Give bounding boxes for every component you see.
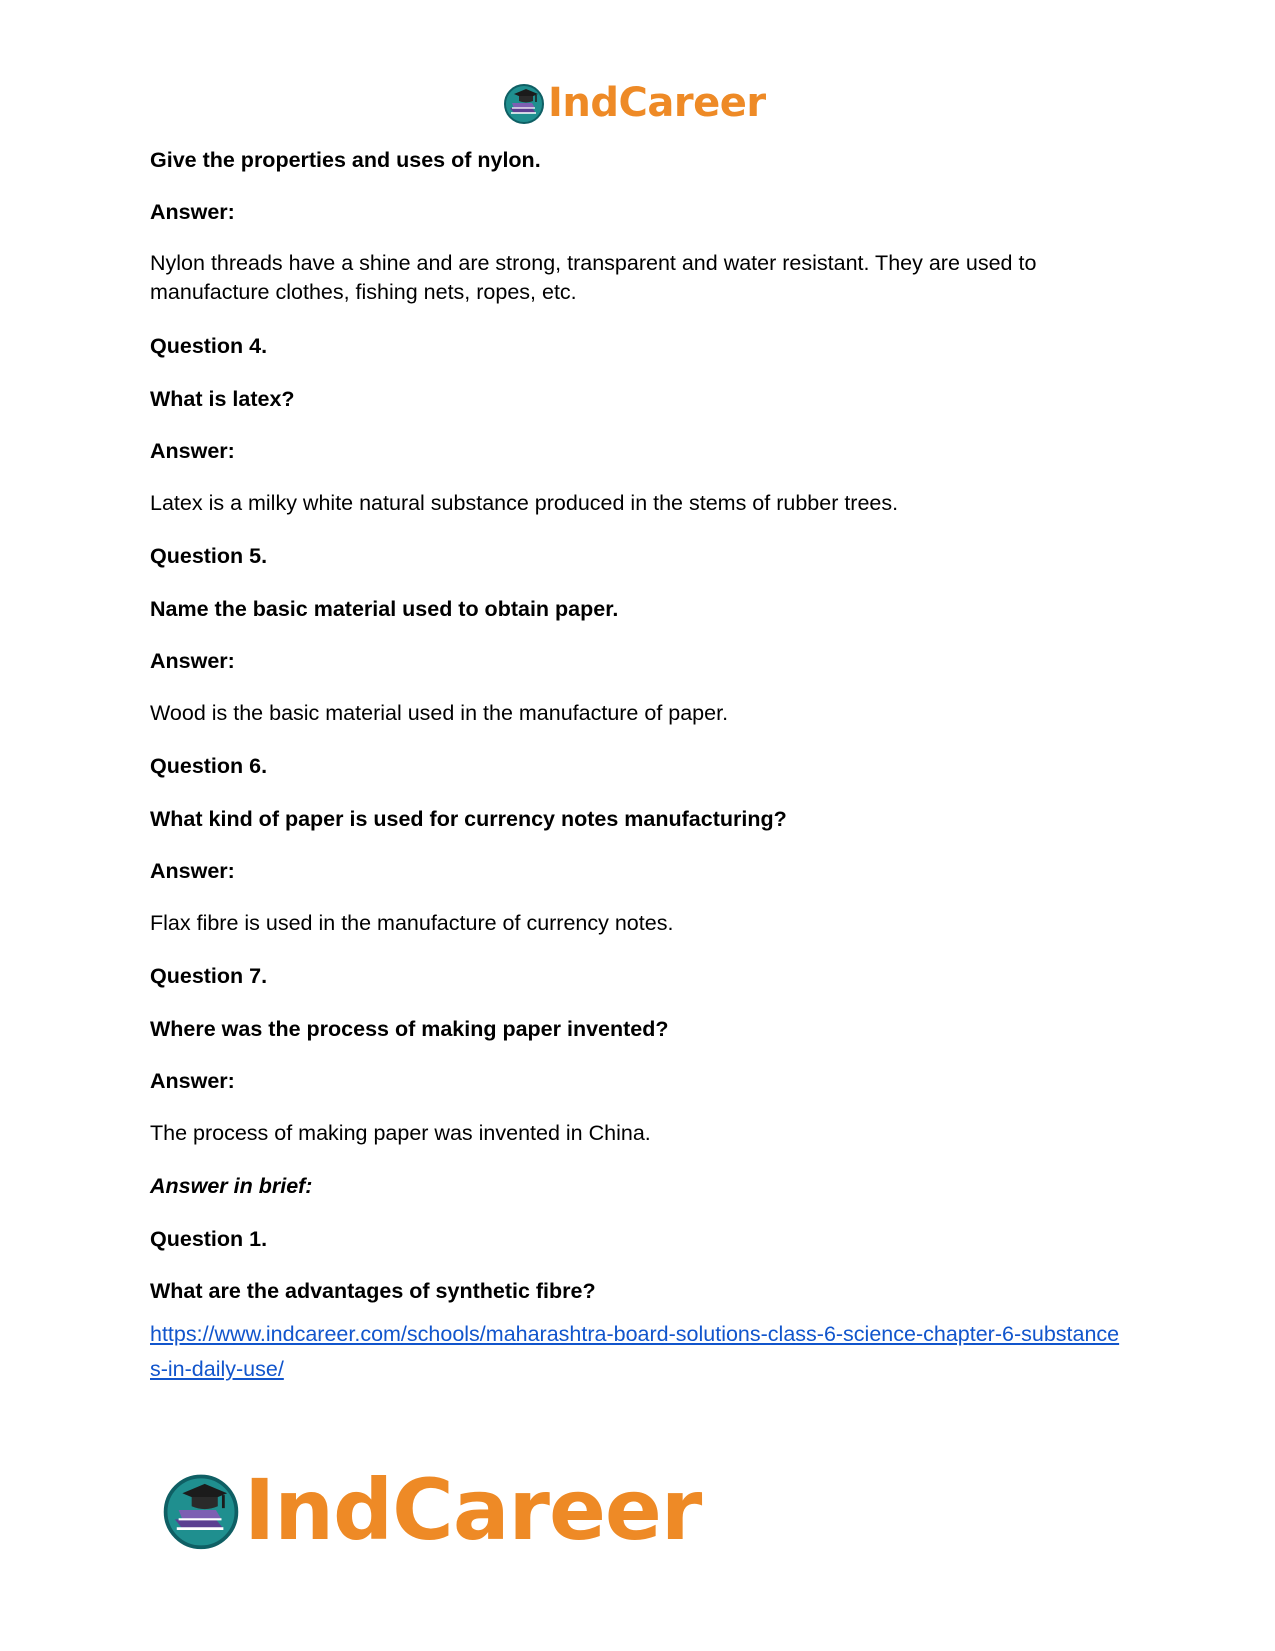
answer-label: Answer: [150,439,235,463]
question-text: Where was the process of making paper invented? [150,1017,669,1041]
header-logo [502,78,766,128]
question-label: Question 6. [150,754,268,778]
logo-wordmark: IndCareer [548,80,766,126]
answer-label: Answer: [150,649,235,673]
question-text: What are the advantages of synthetic fibre? [150,1279,596,1303]
source-link[interactable]: https://www.indcareer.com/schools/maharashtra-board-solutions-class-6-science-chapter-6-substances-in-daily-use/ [150,1322,1120,1381]
answer-label: Answer: [150,1069,235,1093]
source-link-paragraph [150,1317,1125,1387]
footer-logo [160,1461,702,1559]
question-label: Question 5. [150,544,268,568]
answer-text: Wood is the basic material used in the manufacture of paper. [150,701,729,725]
question-text: What kind of paper is used for currency notes manufacturing? [150,807,787,831]
graduation-cap-book-icon [160,1469,242,1551]
question-label: Question 7. [150,964,268,988]
answer-text: Latex is a milky white natural substance produced in the stems of rubber trees. [150,491,899,515]
graduation-cap-book-icon [502,81,546,125]
logo-wordmark: IndCareer [244,1461,702,1559]
answer-text: Nylon threads have a shine and are strong, transparent and water resistant. They are used to manufacture clothes, fishing nets, ropes, etc. [150,251,1037,304]
answer-text: The process of making paper was invented in China. [150,1121,651,1145]
question-text: Name the basic material used to obtain paper. [150,597,619,621]
question-label: Question 1. [150,1227,268,1251]
section-heading: Answer in brief: [150,1174,313,1198]
question-text: What is latex? [150,387,295,411]
answer-label: Answer: [150,200,235,224]
question-text: Give the properties and uses of nylon. [150,148,541,172]
answer-label: Answer: [150,859,235,883]
question-label: Question 4. [150,334,268,358]
answer-text: Flax fibre is used in the manufacture of currency notes. [150,911,674,935]
